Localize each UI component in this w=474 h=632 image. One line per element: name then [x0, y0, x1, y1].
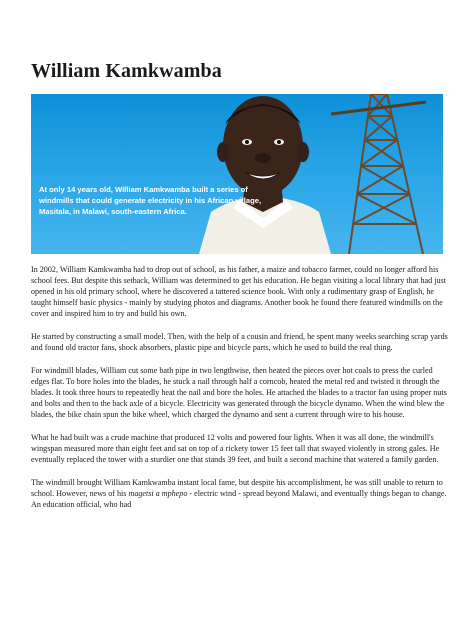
paragraph [31, 477, 449, 510]
italic-term: magetsi a mphepo [128, 489, 188, 498]
page-title: William Kamkwamba [31, 60, 222, 82]
paragraph-text: - electric wind - spread beyond Malawi, and eventually things began to change. An education official, who had [31, 489, 447, 509]
photo-illustration [31, 94, 443, 254]
photo-caption: At only 14 years old, William Kamkwamba built a series of windmills that could generate electricity in his African village, Masitala, in Malawi, south-eastern Africa. [39, 185, 262, 217]
paragraph: For windmill blades, William cut some bath pipe in two lengthwise, then heated the pieces over hot coals to press the curled edges flat. To bore holes into the blades, he stuck a nail through half a corncob, heated the metal red and twisted it through the blades. It took three hours to repeatedly heat the nail and bore the holes. He attached the blades to a tractor fan using proper nuts and bolts and then to the back axle of a bicycle. Electricity was generated through the bicycle dynamo. When the wind blew the blades, the bike chain spun the bike wheel, which charged the dynamo and sent a current through wire to his house. [31, 366, 447, 419]
article-photo [31, 94, 443, 254]
windmill-tower [349, 94, 423, 254]
person-head [223, 96, 303, 196]
paragraph: What he had built was a crude machine that produced 12 volts and powered four lights. When it was all done, the windmill's wingspan measured more than eight feet and sat on top of a rickety tower 15 feet tall that swayed violently in strong gales. He eventually replaced the tower with a sturdier one that stands 39 feet, and built a second machine that watered a family garden. [31, 433, 440, 464]
paragraph-text: The windmill brought William Kamkwamba instant local fame, but despite his accomplishment, he was still unable to return to school. However, news of his [31, 478, 443, 498]
paragraph: In 2002, William Kamkwamba had to drop out of school, as his father, a maize and tobacco farmer, could no longer afford his school fees. But despite this setback, William was determined to get his education. He began visiting a local library that had just opened in his old primary school, where he discovered a tattered science book. With only a rudimentary grasp of English, he taught himself basic physics - mainly by studying photos and diagrams. Another book he found there featured windmills on the cover and inspired him to try and build his own. [31, 265, 446, 318]
article-body [31, 264, 449, 522]
paragraph: He started by constructing a small model. Then, with the help of a cousin and friend, he spent many weeks searching scrap yards and found old tractor fans, shock absorbers, plastic pipe and bicycle parts, which he used to build the real thing. [31, 332, 448, 352]
